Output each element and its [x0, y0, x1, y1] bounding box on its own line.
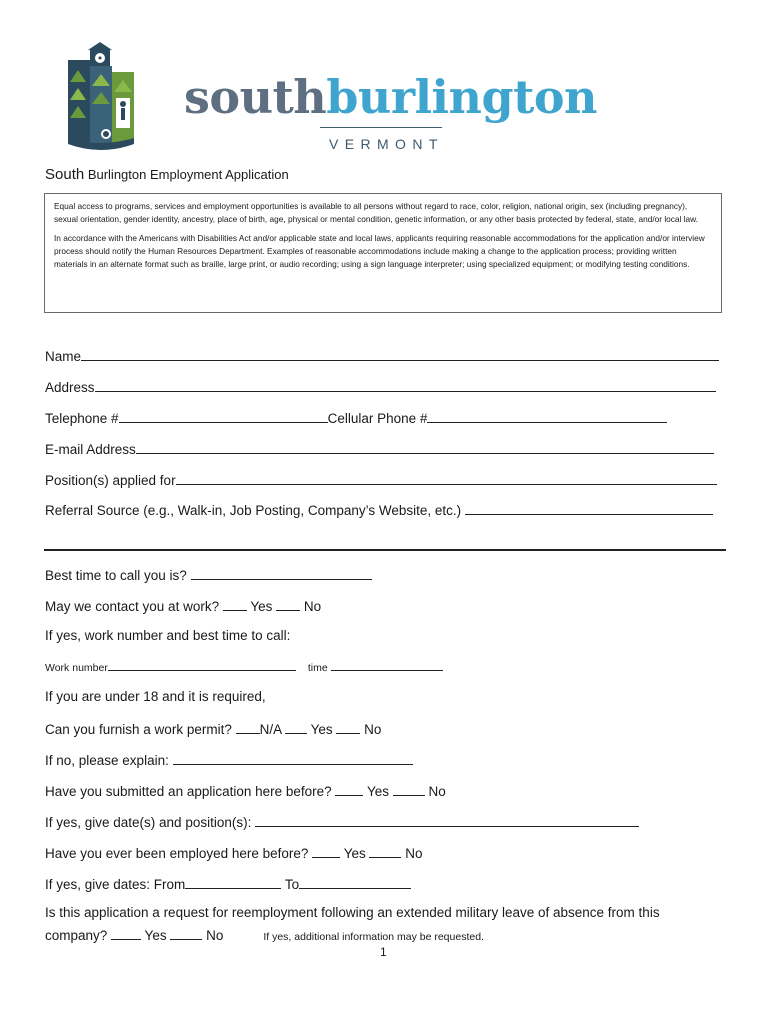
reemployment-yes-line[interactable] — [111, 926, 141, 940]
additional-info-note: If yes, additional information may be requested. — [263, 931, 484, 943]
explain-question — [45, 751, 413, 769]
submitted-no: No — [424, 784, 446, 799]
equal-access-notice — [44, 193, 722, 313]
submitted-yes-line[interactable] — [335, 782, 363, 796]
submitted-before-label: Have you submitted an application here before? — [45, 784, 336, 799]
work-permit-no: No — [360, 722, 382, 737]
explain-input-line[interactable] — [173, 751, 413, 765]
time-input-line[interactable] — [331, 660, 443, 671]
employed-yes-line[interactable] — [312, 844, 340, 858]
best-time-input-line[interactable] — [191, 566, 372, 580]
brand-burlington: burlington — [326, 70, 597, 124]
referral-label: Referral Source (e.g., Walk-in, Job Posting, Company’s Website, etc.) — [45, 503, 465, 518]
brand-wordmark — [184, 70, 597, 124]
to-label: To — [281, 877, 300, 892]
email-field — [45, 440, 714, 458]
submitted-before-question — [45, 782, 446, 800]
cellular-input-line[interactable] — [427, 409, 667, 423]
name-input-line[interactable] — [81, 347, 719, 361]
time-label: time — [307, 662, 331, 674]
referral-input-line[interactable] — [465, 501, 713, 515]
from-label: If yes, give dates: From — [45, 877, 186, 892]
reemployment-line-1: Is this application a request for reemployment following an extended military leave of absence from this — [45, 905, 660, 920]
address-field — [45, 378, 716, 396]
reemployment-yes: Yes — [141, 928, 171, 943]
positions-label: Position(s) applied for — [45, 473, 176, 488]
work-permit-question — [45, 720, 381, 738]
work-permit-na-line[interactable] — [236, 720, 260, 734]
section-divider — [44, 549, 726, 551]
reemployment-label: company? — [45, 928, 112, 943]
reemployment-question — [45, 926, 484, 945]
page-number: 1 — [380, 945, 387, 959]
work-permit-label: Can you furnish a work permit? — [45, 722, 236, 737]
under-18-label: If you are under 18 and it is required, — [45, 689, 266, 704]
submitted-yes: Yes — [363, 784, 393, 799]
reemployment-no: No — [202, 928, 224, 943]
telephone-label: Telephone # — [45, 411, 119, 426]
employed-yes: Yes — [340, 846, 370, 861]
dates-positions-label: If yes, give date(s) and position(s): — [45, 815, 256, 830]
to-input-line[interactable] — [299, 875, 411, 889]
city-logo-icon — [66, 42, 136, 154]
work-permit-yes-line[interactable] — [285, 720, 307, 734]
brand-state: VERMONT — [329, 136, 444, 152]
email-label: E-mail Address — [45, 442, 136, 457]
email-input-line[interactable] — [136, 440, 714, 454]
from-input-line[interactable] — [185, 875, 281, 889]
best-time-question — [45, 566, 372, 584]
work-number-input-line[interactable] — [108, 660, 296, 671]
contact-work-yes-line[interactable] — [223, 597, 247, 611]
telephone-input-line[interactable] — [119, 409, 328, 423]
submitted-no-line[interactable] — [393, 782, 425, 796]
contact-work-no-line[interactable] — [276, 597, 300, 611]
name-field — [45, 347, 719, 365]
cellular-label: Cellular Phone # — [327, 411, 428, 426]
document-title — [45, 166, 289, 183]
work-permit-no-line[interactable] — [336, 720, 360, 734]
employed-before-label: Have you ever been employed here before? — [45, 846, 313, 861]
employed-no-line[interactable] — [369, 844, 401, 858]
employed-no: No — [401, 846, 423, 861]
work-number-row — [45, 660, 443, 676]
document-title-rest: Burlington Employment Application — [84, 167, 289, 182]
brand-divider — [320, 127, 442, 128]
notice-paragraph-2: In accordance with the Americans with Disabilities Act and/or applicable state and local laws, applicants requiring reasonable accommodations for the application and/or interview process should notify the Human Resources Department. Examples of reasonable accommodations include making a change to the application process; providing written materials in an alternate format such as braille, large print, or audio recording; using a sign language interpreter; using specialized equipment; or modifying testing conditions. — [54, 233, 705, 269]
contact-work-yes: Yes — [246, 599, 277, 614]
address-label: Address — [45, 380, 95, 395]
dates-positions-question — [45, 813, 639, 831]
phone-row — [45, 409, 667, 427]
notice-paragraph-1: Equal access to programs, services and employment opportunities is available to all persons without regard to race, color, religion, national origin, sex (including pregnancy), sexual orientation, gender identity, ancestry, place of birth, age, physical or mental condition, genetic information, or any other basis protected by federal, state, and/or local law. — [54, 201, 698, 224]
name-label: Name — [45, 349, 82, 364]
contact-work-no: No — [300, 599, 322, 614]
referral-field — [45, 501, 713, 519]
document-title-first: South — [45, 166, 85, 183]
positions-input-line[interactable] — [176, 471, 717, 485]
work-permit-yes: Yes — [307, 722, 337, 737]
dates-positions-input-line[interactable] — [255, 813, 639, 827]
employment-dates-question — [45, 875, 411, 893]
work-permit-na: N/A — [259, 722, 286, 737]
reemployment-no-line[interactable] — [170, 926, 202, 940]
best-time-label: Best time to call you is? — [45, 568, 191, 583]
address-input-line[interactable] — [95, 378, 716, 392]
positions-field — [45, 471, 717, 489]
contact-work-label: May we contact you at work? — [45, 599, 223, 614]
explain-label: If no, please explain: — [45, 753, 173, 768]
if-yes-work-label: If yes, work number and best time to call: — [45, 628, 291, 643]
employed-before-question — [45, 844, 422, 862]
work-number-label: Work number — [45, 662, 108, 674]
contact-work-question — [45, 597, 321, 615]
brand-south: south — [184, 70, 327, 124]
